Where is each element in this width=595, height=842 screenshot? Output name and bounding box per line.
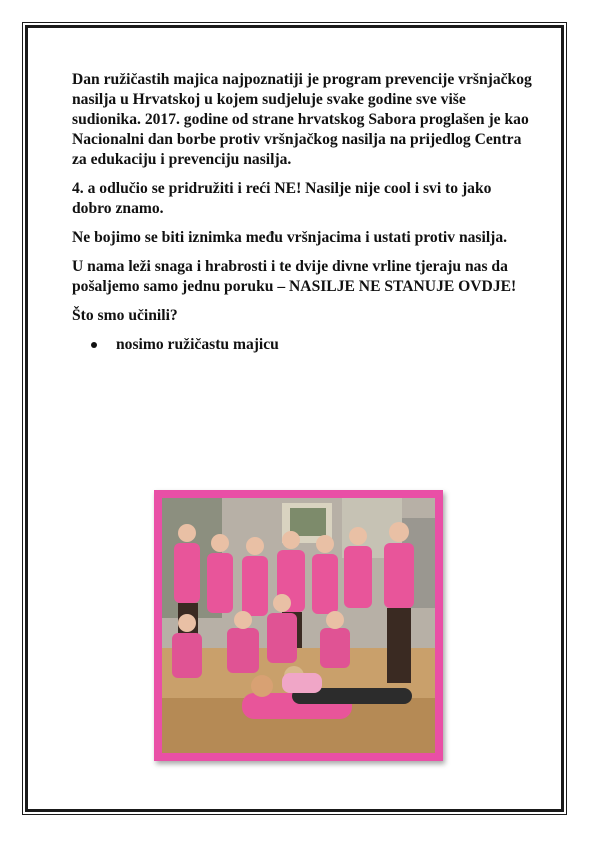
activity-list — [72, 335, 534, 355]
class-photo — [154, 490, 443, 761]
list-item-text: nosimo ružičastu majicu — [116, 336, 279, 353]
paragraph-class-joins: 4. a odlučio se pridružiti i reći NE! Nasilje nije cool i svi to jako dobro znamo. — [72, 180, 492, 217]
paragraph-what-we-did: Što smo učinili? — [72, 307, 178, 324]
paragraph-intro: Dan ružičastih majica najpoznatiji je program prevencije vršnjačkog nasilja u Hrvatskoj u kojem sudjeluje svake godine sve više sudionika. 2017. godine od strane hrvatskog Sabora proglašen je kao Nacionalni dan borbe protiv vršnjačkog nasilja na prijedlog Centra za edukaciju i prevenciju nasilja. — [72, 71, 532, 168]
list-item — [116, 335, 534, 355]
paragraph-not-afraid: Ne bojimo se biti iznimka među vršnjacima i ustati protiv nasilja. — [72, 229, 508, 246]
document-body — [72, 70, 534, 355]
paragraph-message: U nama leži snaga i hrabrosti i te dvije divne vrline tjeraju nas da pošaljemo samo jednu poruku – NASILJE NE STANUJE OVDJE! — [72, 258, 517, 295]
class-photo-image — [162, 498, 435, 753]
bullet-icon — [91, 342, 97, 348]
